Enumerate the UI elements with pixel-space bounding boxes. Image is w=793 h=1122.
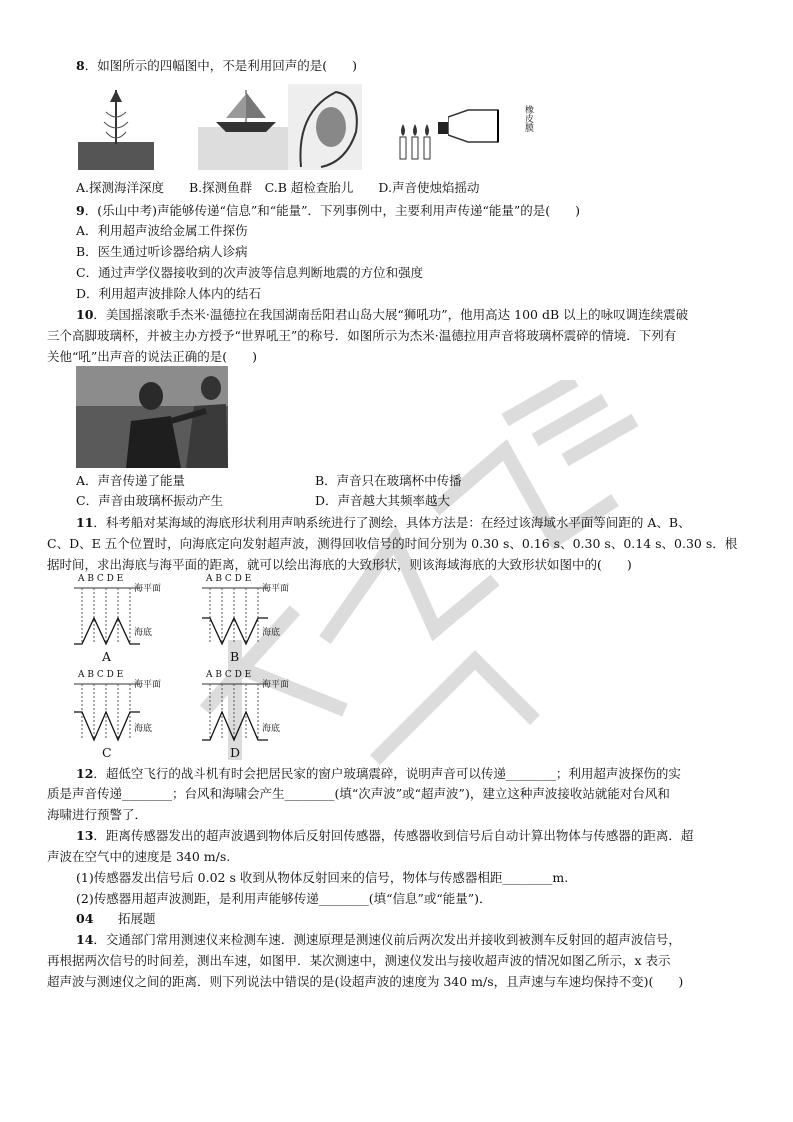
q14-line1: ．交通部门常用测速仪来检测车速．测速原理是测速仪前后两次发出并接收到被测车反射回的超声波信号， <box>93 932 681 947</box>
q9-option-a: A．利用超声波给金属工件探伤 <box>76 223 248 238</box>
q10-option-d: D．声音越大其频率越大 <box>315 493 451 508</box>
sea-floor-label: 海底 <box>134 724 153 734</box>
seabed-diagram-b <box>200 574 320 666</box>
figure-candles <box>400 122 448 159</box>
q10-option-c: C．声音由玻璃杯振动产生 <box>76 493 224 508</box>
points-label: A B C D E <box>78 670 124 680</box>
q12-line1: ．超低空飞行的战斗机有时会把居民家的窗户玻璃震碎，说明声音可以传递________；利用超声波探伤的实 <box>93 766 681 781</box>
q8-options: A.探测海洋深度 B.探测鱼群 C.B 超检查胎儿 D.声音使烛焰摇动 <box>76 180 480 195</box>
drum-figure <box>448 102 508 152</box>
q11-stem <box>76 514 691 532</box>
diagram-label-b: B <box>230 649 240 664</box>
q13-part1: (1)传感器发出信号后 0.02 s 收到从物体反射回来的信号，物体与传感器相距________m. <box>76 870 569 885</box>
sea-level-label: 海平面 <box>262 584 290 594</box>
q13-number: 13 <box>76 828 94 843</box>
q12-line2: 质是声音传递________；台风和海啸会产生________(填“次声波”或“超声波”)，建立这种声波接收站就能对台风和 <box>47 786 670 801</box>
points-label: A B C D E <box>206 670 252 680</box>
seabed-diagram-c <box>72 670 192 762</box>
q9-option-b: B．医生通过听诊器给病人诊病 <box>76 244 248 259</box>
q9-option-d: D．利用超声波排除人体内的结石 <box>76 286 262 301</box>
q13-part2: (2)传感器用超声波测距，是利用声能够传递________(填“信息”或“能量”)． <box>76 891 492 906</box>
seabed-diagram-a <box>72 574 192 666</box>
q14-stem <box>76 931 681 949</box>
figure-ocean-depth <box>78 90 154 170</box>
q9-number: 9 <box>76 203 85 218</box>
section-title: 拓展题 <box>118 911 156 926</box>
sea-level-label: 海平面 <box>134 680 162 690</box>
q14-line3: 超声波与测速仪之间的距离．则下列说法中错误的是(设超声波的速度为 340 m/s，且声速与车速均保持不变)( ) <box>47 974 684 989</box>
sea-level-label: 海平面 <box>134 584 162 594</box>
q10-line3: 关他“吼”出声音的说法正确的是( ) <box>47 349 258 364</box>
sea-floor-label: 海底 <box>262 628 281 638</box>
sea-level-label: 海平面 <box>262 680 290 690</box>
q8-number: 8 <box>76 58 85 73</box>
membrane-label: 橡皮膜 <box>523 105 533 132</box>
q8-stem <box>76 57 357 75</box>
sea-floor-label: 海底 <box>134 628 153 638</box>
seabed-diagram-d <box>200 670 320 762</box>
figure-b-ultrasound <box>288 84 362 170</box>
q10-photo <box>76 366 228 468</box>
q10-line1: ．美国摇滚歌手杰米·温德拉在我国湖南岳阳君山岛大展“狮吼功”，他用高达 100 dB 以上的咏叹调连续震破 <box>93 307 689 322</box>
q10-option-b: B．声音只在玻璃杯中传播 <box>315 473 462 488</box>
sea-floor-label: 海底 <box>262 724 281 734</box>
q11-line2: C、D、E 五个位置时，向海底定向发射超声波，测得回收信号的时间分别为 0.30 s、0.16 s、0.30 s、0.14 s、0.30 s．根 <box>47 536 738 551</box>
q8-figures <box>76 82 456 172</box>
q9-stem <box>76 202 580 220</box>
q10-option-a: A．声音传递了能量 <box>76 473 186 488</box>
q10-line2: 三个高脚玻璃杯，并被主办方授予“世界吼王”的称号．如图所示为杰米·温德拉用声音将玻璃杯震碎的情境．下列有 <box>47 328 677 343</box>
q13-line2: 声波在空气中的速度是 340 m/s. <box>47 849 231 864</box>
q13-line1: ．距离传感器发出的超声波遇到物体后反射回传感器，传感器收到信号后自动计算出物体与传感器的距离．超 <box>93 828 694 843</box>
points-label: A B C D E <box>206 574 252 584</box>
points-label: A B C D E <box>78 574 124 584</box>
q9-text: ．(乐山中考)声能够传递“信息”和“能量”．下列事例中，主要利用声传递“能量”的是( ) <box>84 203 581 218</box>
q10-number: 10 <box>76 307 94 322</box>
diagram-label-a: A <box>102 649 112 664</box>
q14-line2: 再根据两次信号的时间差，测出车速，如图甲．某次测速中，测速仪发出与接收超声波的情况如图乙所示，x 表示 <box>47 953 671 968</box>
q14-number: 14 <box>76 932 94 947</box>
q12-stem <box>76 765 681 783</box>
q8-text: ．如图所示的四幅图中，不是利用回声的是( ) <box>84 58 357 73</box>
q12-line3: 海啸进行预警了． <box>47 807 148 822</box>
q11-line1: ．科考船对某海域的海底形状利用声呐系统进行了测绘．具体方法是：在经过该海域水平面等间距的 A、B、 <box>93 515 691 530</box>
q9-option-c: C．通过声学仪器接收到的次声波等信息判断地震的方位和强度 <box>76 265 424 280</box>
q13-stem <box>76 827 693 845</box>
diagram-label-d: D <box>230 745 241 760</box>
q12-number: 12 <box>76 766 94 781</box>
q10-stem <box>76 306 688 324</box>
diagram-label-c: C <box>102 745 112 760</box>
figure-fish-detection <box>198 90 288 170</box>
q11-number: 11 <box>76 515 94 530</box>
section-number: 04 <box>76 911 94 926</box>
q11-line3: 据时间，求出海底与海平面的距离，就可以绘出海底的大致形状，则该海域海底的大致形状如图中的( ) <box>47 557 632 572</box>
